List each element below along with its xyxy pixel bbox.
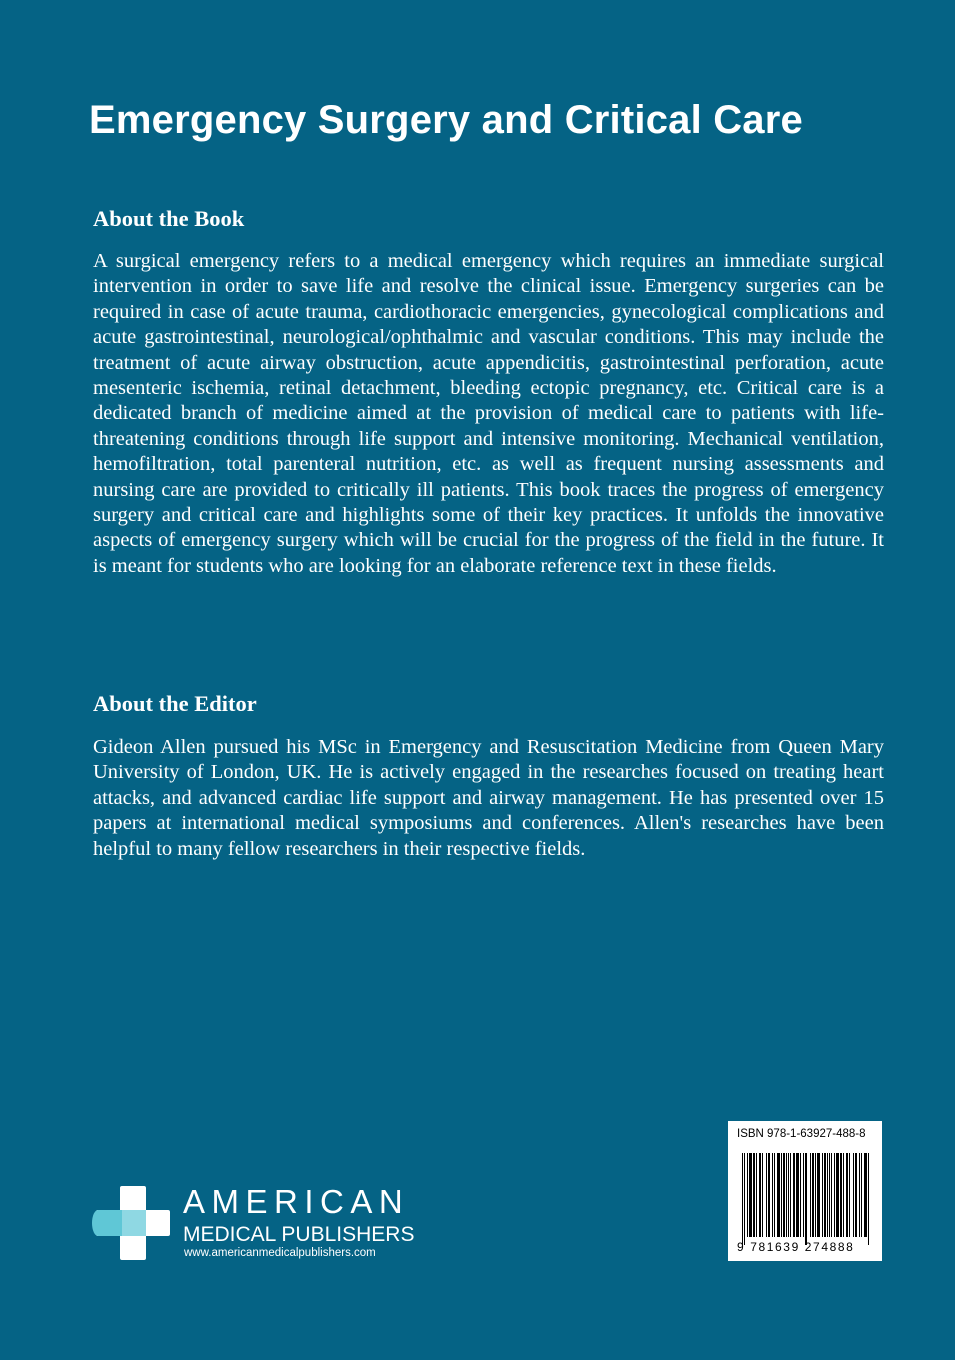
barcode-bar: [772, 1153, 773, 1237]
barcode-bar: [753, 1153, 755, 1237]
barcode-bar: [827, 1153, 828, 1237]
barcode-bar: [762, 1153, 763, 1237]
barcode-bar: [843, 1153, 844, 1237]
barcode-bar: [805, 1153, 807, 1245]
barcode-bar: [744, 1153, 745, 1245]
barcode-bar: [800, 1153, 801, 1237]
barcode-bar: [742, 1153, 743, 1245]
barcode-bar: [822, 1153, 823, 1237]
barcode-bar: [840, 1153, 842, 1237]
barcode-bar: [774, 1153, 775, 1237]
barcode-bar: [788, 1153, 789, 1237]
barcode-bar: [756, 1153, 757, 1237]
barcode-bar: [810, 1153, 811, 1237]
barcode-bar: [747, 1153, 748, 1237]
barcode-bar: [868, 1153, 869, 1245]
barcode-bar: [777, 1153, 780, 1237]
barcode-bar: [849, 1153, 850, 1237]
barcode-bar: [859, 1153, 860, 1237]
isbn-barcode: [728, 1121, 882, 1261]
about-editor-text: Gideon Allen pursued his MSc in Emergency and Resuscitation Medicine from Queen Mary University of London, UK. He is actively engaged in the researches focused on treating heart attacks, and advanced cardiac life support and airway management. He has presented over 15 papers at international medical symposiums and conferences. Allen's researches have been helpful to many fellow researchers in their respective fields.: [93, 736, 884, 860]
barcode-bar: [815, 1153, 816, 1237]
barcode-bar: [829, 1153, 830, 1237]
about-book-text: A surgical emergency refers to a medical emergency which requires an immediate surgical intervention in order to save life and resolve the clinical issue. Emergency surgeries can be required in case of acute trauma, cardiothoracic emergencies, gynecological complications and acute gastrointestinal, neurological/ophthalmic and vascular conditions. This may include the treatment of acute airway obstruction, acute appendicitis, gastrointestinal perforation, acute mesenteric ischemia, retinal detachment, bleeding ectopic pregnancy, etc. Critical care is a dedicated branch of medicine aimed at the provision of medical care to patients with life-threatening conditions through life support and intensive monitoring. Mechanical ventilation, hemofiltration, total parenteral nutrition, etc. as well as frequent nursing assessments and nursing care are provided to critically ill patients. This book traces the progress of emergency surgery and critical care and highlights some of their key practices. It unfolds the innovative aspects of emergency surgery which will be crucial for the progress of the field in the future. It is meant for students who are looking for an elaborate reference text in these fields.: [93, 250, 884, 577]
barcode-bar: [846, 1153, 848, 1237]
barcode-bar: [790, 1153, 791, 1237]
barcode-bar: [793, 1153, 795, 1237]
barcode-bar: [831, 1153, 832, 1237]
publisher-logo: [92, 1184, 422, 1264]
book-title: Emergency Surgery and Critical Care: [89, 98, 803, 142]
publisher-name-line2: MEDICAL PUBLISHERS: [183, 1223, 415, 1246]
publisher-name-line1: AMERICAN: [183, 1183, 410, 1220]
barcode-bar: [786, 1153, 787, 1237]
barcode-bar: [766, 1153, 767, 1237]
publisher-url: www.americanmedicalpublishers.com: [184, 1247, 376, 1259]
about-book-heading: About the Book: [93, 206, 245, 231]
barcode-bar: [768, 1153, 770, 1237]
barcode-bar: [749, 1153, 752, 1237]
medical-cross-icon: [92, 1184, 174, 1262]
barcode-bar: [836, 1153, 839, 1237]
barcode-bar: [803, 1153, 804, 1237]
barcode-bar: [861, 1153, 862, 1237]
barcode-bar: [855, 1153, 857, 1237]
barcode-bar: [853, 1153, 854, 1237]
barcode-bar: [812, 1153, 814, 1237]
barcode-bar: [817, 1153, 820, 1237]
isbn-label: ISBN 978-1-63927-488-8: [737, 1128, 866, 1140]
about-editor-heading: About the Editor: [93, 691, 257, 716]
barcode-bar: [759, 1153, 761, 1237]
barcode-bar: [783, 1153, 785, 1237]
barcode-bar: [796, 1153, 799, 1237]
barcode-bar: [824, 1153, 826, 1237]
barcode-bar: [781, 1153, 782, 1237]
barcode-bar: [834, 1153, 835, 1237]
barcode-bar: [864, 1153, 867, 1237]
barcode-digits: 9 781639 274888: [737, 1240, 855, 1254]
